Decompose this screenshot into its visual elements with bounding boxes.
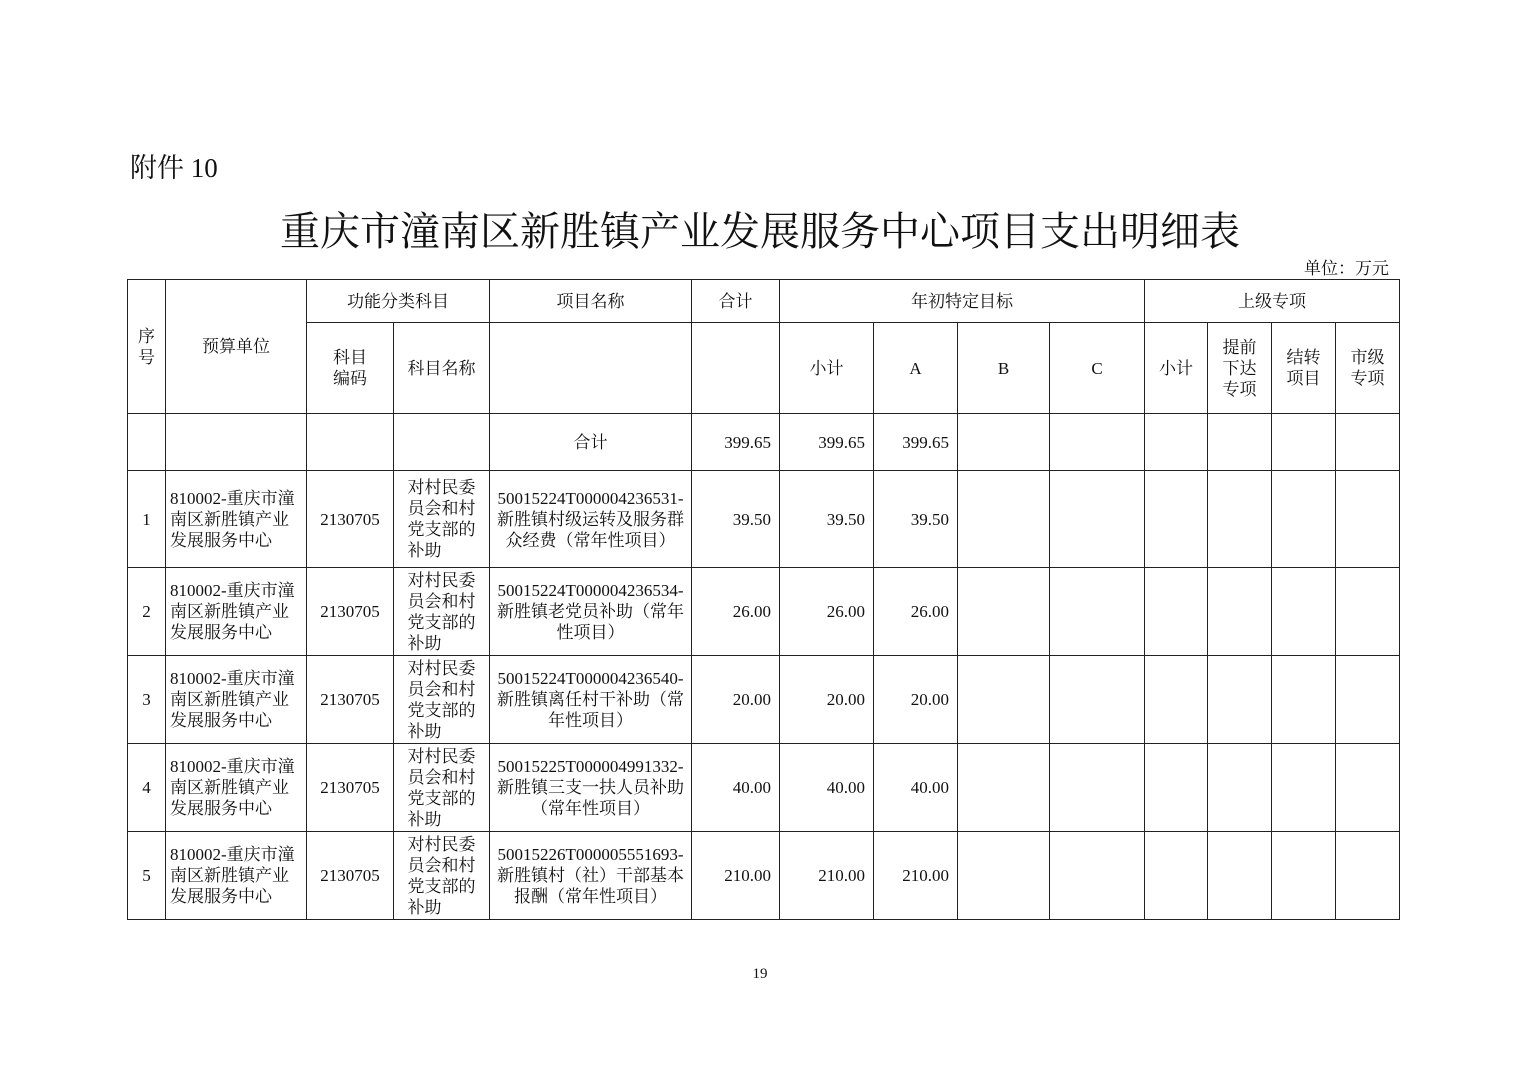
row-budget-unit: 810002-重庆市潼南区新胜镇产业发展服务中心 bbox=[166, 832, 307, 920]
row-code: 2130705 bbox=[307, 656, 394, 744]
row-project: 50015224T000004236540-新胜镇离任村干补助（常年性项目） bbox=[490, 656, 692, 744]
total-row bbox=[128, 414, 1400, 471]
row-budget-unit: 810002-重庆市潼南区新胜镇产业发展服务中心 bbox=[166, 744, 307, 832]
row-budget-unit: 810002-重庆市潼南区新胜镇产业发展服务中心 bbox=[166, 471, 307, 568]
total-a: 399.65 bbox=[874, 414, 958, 471]
row-a: 20.00 bbox=[874, 656, 958, 744]
row-subject: 对村民委员会和村党支部的补助 bbox=[394, 471, 490, 568]
page-title: 重庆市潼南区新胜镇产业发展服务中心项目支出明细表 bbox=[280, 209, 1240, 255]
table-row bbox=[128, 568, 1400, 656]
table-row bbox=[128, 471, 1400, 568]
header-total-empty bbox=[692, 323, 780, 414]
row-code: 2130705 bbox=[307, 832, 394, 920]
row-a: 210.00 bbox=[874, 832, 958, 920]
row-a: 40.00 bbox=[874, 744, 958, 832]
row-project: 50015225T000004991332-新胜镇三支一扶人员补助（常年性项目） bbox=[490, 744, 692, 832]
header-subtotal: 小计 bbox=[780, 323, 874, 414]
row-subtotal: 40.00 bbox=[780, 744, 874, 832]
row-project: 50015224T000004236531-新胜镇村级运转及服务群众经费（常年性项目） bbox=[490, 471, 692, 568]
header-budget-unit: 预算单位 bbox=[166, 280, 307, 414]
attachment-label: 附件 10 bbox=[130, 153, 218, 183]
total-label: 合计 bbox=[490, 414, 692, 471]
header-subject-name: 科目名称 bbox=[394, 323, 490, 414]
header-row-2 bbox=[128, 323, 1400, 414]
row-code: 2130705 bbox=[307, 568, 394, 656]
row-seq: 2 bbox=[128, 568, 166, 656]
row-budget-unit: 810002-重庆市潼南区新胜镇产业发展服务中心 bbox=[166, 568, 307, 656]
row-code: 2130705 bbox=[307, 744, 394, 832]
row-a: 26.00 bbox=[874, 568, 958, 656]
header-seq: 序号 bbox=[128, 280, 166, 414]
row-project: 50015224T000004236534-新胜镇老党员补助（常年性项目） bbox=[490, 568, 692, 656]
row-subtotal: 210.00 bbox=[780, 832, 874, 920]
table-body bbox=[128, 280, 1400, 920]
row-total: 20.00 bbox=[692, 656, 780, 744]
header-subject-code: 科目编码 bbox=[307, 323, 394, 414]
header-project-empty bbox=[490, 323, 692, 414]
row-subtotal: 39.50 bbox=[780, 471, 874, 568]
row-project: 50015226T000005551693-新胜镇村（社）干部基本报酬（常年性项目） bbox=[490, 832, 692, 920]
header-c: C bbox=[1050, 323, 1145, 414]
header-a: A bbox=[874, 323, 958, 414]
row-subtotal: 20.00 bbox=[780, 656, 874, 744]
header-annual-target: 年初特定目标 bbox=[780, 280, 1145, 323]
header-total: 合计 bbox=[692, 280, 780, 323]
row-subtotal: 26.00 bbox=[780, 568, 874, 656]
header-superior: 上级专项 bbox=[1145, 280, 1400, 323]
row-seq: 4 bbox=[128, 744, 166, 832]
row-subject: 对村民委员会和村党支部的补助 bbox=[394, 744, 490, 832]
header-carryover: 结转项目 bbox=[1272, 323, 1336, 414]
row-a: 39.50 bbox=[874, 471, 958, 568]
row-budget-unit: 810002-重庆市潼南区新胜镇产业发展服务中心 bbox=[166, 656, 307, 744]
header-b: B bbox=[958, 323, 1050, 414]
row-total: 39.50 bbox=[692, 471, 780, 568]
row-seq: 1 bbox=[128, 471, 166, 568]
table-row bbox=[128, 656, 1400, 744]
row-seq: 3 bbox=[128, 656, 166, 744]
header-advance: 提前下达专项 bbox=[1208, 323, 1272, 414]
row-total: 40.00 bbox=[692, 744, 780, 832]
header-func-class: 功能分类科目 bbox=[307, 280, 490, 323]
row-seq: 5 bbox=[128, 832, 166, 920]
row-code: 2130705 bbox=[307, 471, 394, 568]
total-subtotal: 399.65 bbox=[780, 414, 874, 471]
row-subject: 对村民委员会和村党支部的补助 bbox=[394, 832, 490, 920]
row-subject: 对村民委员会和村党支部的补助 bbox=[394, 656, 490, 744]
table-row bbox=[128, 832, 1400, 920]
unit-label: 单位：万元 bbox=[1304, 259, 1389, 278]
header-city: 市级专项 bbox=[1336, 323, 1400, 414]
row-total: 26.00 bbox=[692, 568, 780, 656]
header-row-1 bbox=[128, 280, 1400, 323]
row-subject: 对村民委员会和村党支部的补助 bbox=[394, 568, 490, 656]
row-total: 210.00 bbox=[692, 832, 780, 920]
page-number: 19 bbox=[752, 966, 768, 982]
header-project-name: 项目名称 bbox=[490, 280, 692, 323]
header-sup-subtotal: 小计 bbox=[1145, 323, 1208, 414]
total-value: 399.65 bbox=[692, 414, 780, 471]
table-row bbox=[128, 744, 1400, 832]
expenditure-table bbox=[127, 279, 1400, 920]
